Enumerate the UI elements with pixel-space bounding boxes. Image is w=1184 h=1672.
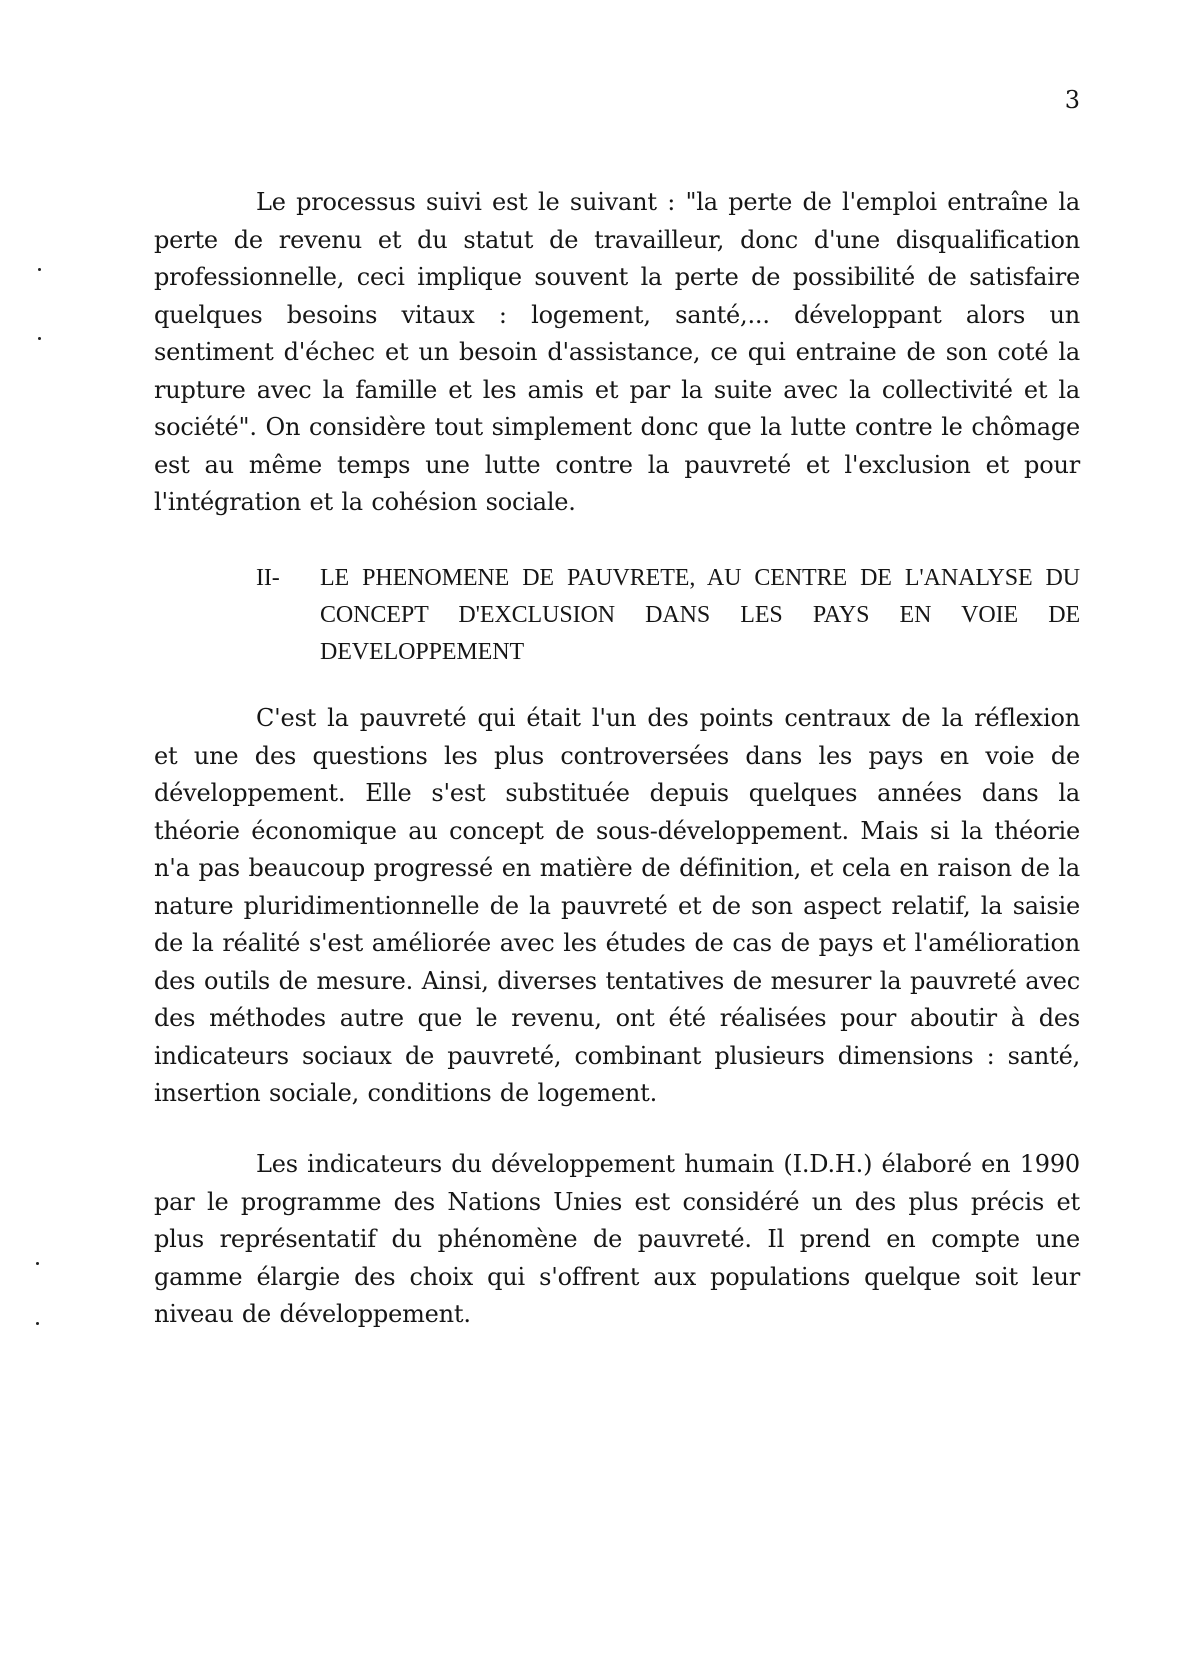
section-title: LE PHENOMENE DE PAUVRETE, AU CENTRE DE L'ANALYSE DU CONCEPT D'EXCLUSION DANS LES PAYS EN VOIE DE DEVELOPPEMENT <box>320 565 1080 665</box>
section-heading <box>256 560 1080 671</box>
scan-speck <box>38 268 41 271</box>
paragraph-poverty: C'est la pauvreté qui était l'un des points centraux de la réflexion et une des questions les plus controversées dans les pays en voie de développement. Elle s'est substituée depuis quelques années dans la théorie économique au concept de sous-développement. Mais si la théorie n'a pas beaucoup progressé en matière de définition, et cela en raison de la nature pluridimentionnelle de la pauvreté et de son aspect relatif, la saisie de la réalité s'est améliorée avec les études de cas de pays et l'amélioration des outils de mesure. Ainsi, diverses tentatives de mesurer la pauvreté avec des méthodes autre que le revenu, ont été réalisées pour aboutir à des indicateurs sociaux de pauvreté, combinant plusieurs dimensions : santé, insertion sociale, conditions de logement. <box>154 704 1080 1107</box>
page-number: 3 <box>1064 86 1080 114</box>
scan-speck <box>36 1262 39 1265</box>
paragraph-process: Le processus suivi est le suivant : "la perte de l'emploi entraîne la perte de revenu et du statut de travailleur, donc d'une disqualification professionnelle, ceci implique souvent la perte de possibilité de satisfaire quelques besoins vitaux : logement, santé,... développant alors un sentiment d'échec et un besoin d'assistance, ce qui entraine de son coté la rupture avec la famille et les amis et par la suite avec la collectivité et la société". On considère tout simplement donc que la lutte contre le chômage est au même temps une lutte contre la pauvreté et l'exclusion et pour l'intégration et la cohésion sociale. <box>154 188 1080 516</box>
paragraph-idh: Les indicateurs du développement humain (I.D.H.) élaboré en 1990 par le programme des Nations Unies est considéré un des plus précis et plus représentatif du phénomène de pauvreté. Il prend en compte une gamme élargie des choix qui s'offrent aux populations quelque soit leur niveau de développement. <box>154 1150 1080 1328</box>
scan-speck <box>36 1322 39 1325</box>
scan-speck <box>38 337 41 340</box>
section-number: II- <box>256 565 280 591</box>
